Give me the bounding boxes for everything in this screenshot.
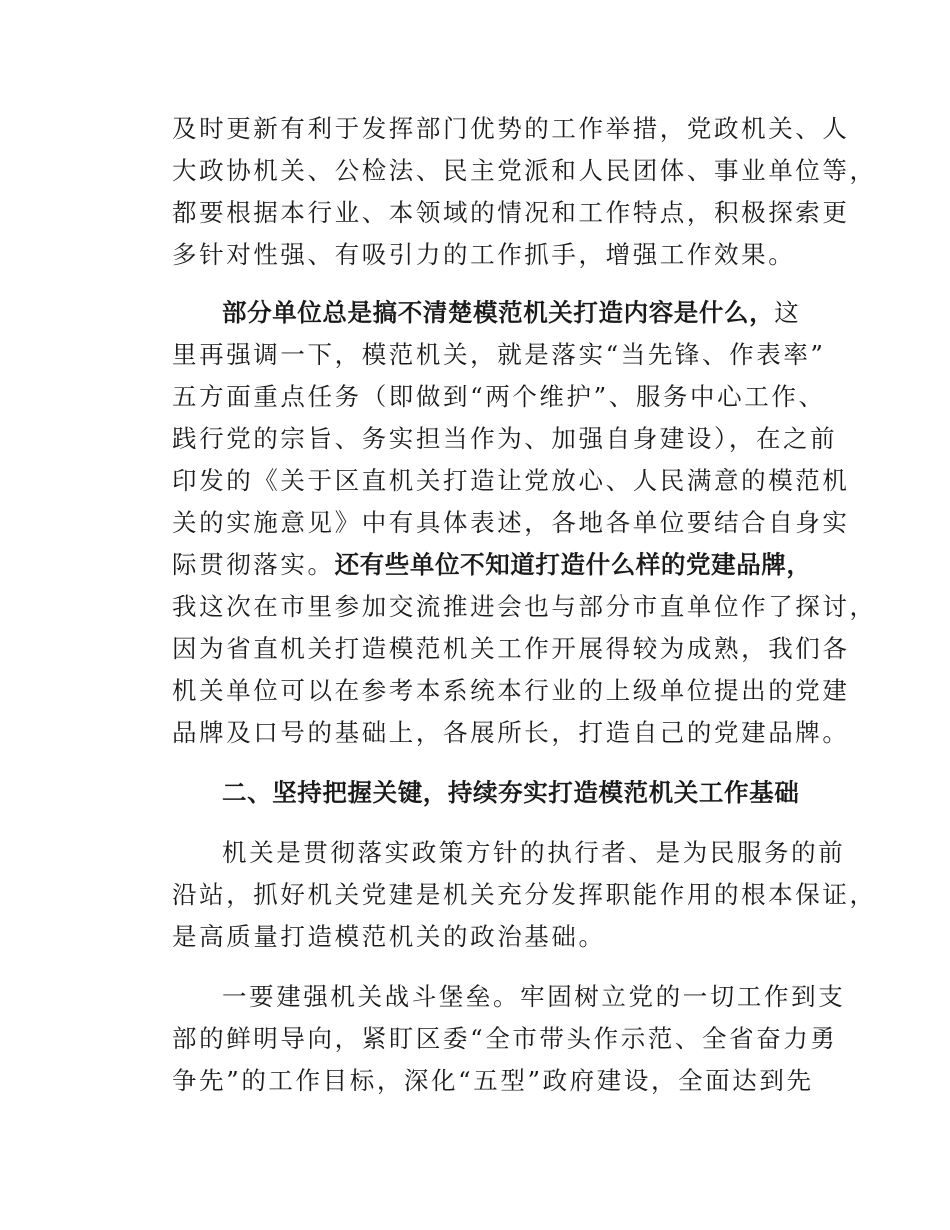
- paragraph-2-line-7: [172, 550, 812, 580]
- paragraph-2-bold-lead: 部分单位总是搞不清楚模范机关打造内容是什么，: [222, 298, 775, 327]
- paragraph-2-line-10: 机关单位可以在参考本系统本行业的上级单位提出的党建: [172, 676, 850, 705]
- section-heading-2: 二、坚持把握关键，持续夯实打造模范机关工作基础: [222, 778, 800, 807]
- paragraph-3-line-2: 沿站，抓好机关党建是机关充分发挥职能作用的根本保证，: [172, 880, 877, 909]
- paragraph-3-line-1: 机关是贯彻落实政策方针的执行者、是为民服务的前: [222, 838, 846, 867]
- paragraph-2-line-5: 印发的《关于区直机关打造让党放心、人民满意的模范机: [172, 466, 850, 495]
- paragraph-2-line-3: 五方面重点任务（即做到“两个维护”、服务中心工作、: [172, 382, 826, 411]
- paragraph-1-line-3: 都要根据本行业、本领域的情况和工作特点，积极探索更: [172, 198, 850, 227]
- paragraph-1-line-4: 多针对性强、有吸引力的工作抓手，增强工作效果。: [172, 240, 796, 269]
- paragraph-2-line-2: 里再强调一下，模范机关，就是落实“当先锋、作表率”: [172, 340, 826, 369]
- paragraph-1-line-1: 及时更新有利于发挥部门优势的工作举措，党政机关、人: [172, 114, 850, 143]
- paragraph-4-line-1: 一要建强机关战斗堡垒。牢固树立党的一切工作到支: [222, 982, 846, 1011]
- paragraph-2-line-4: 践行党的宗旨、务实担当作为、加强自身建设），在之前: [172, 424, 838, 453]
- paragraph-2-line-1-rest: 这: [774, 298, 802, 327]
- paragraph-2-line-7-rest: 际贯彻落实。: [172, 550, 335, 579]
- paragraph-2-line-9: 因为省直机关打造模范机关工作开展得较为成熟，我们各: [172, 634, 850, 663]
- paragraph-3-line-3: 是高质量打造模范机关的政治基础。: [172, 922, 606, 951]
- paragraph-2-line-11: 品牌及口号的基础上，各展所长，打造自己的党建品牌。: [172, 718, 850, 747]
- paragraph-2-bold-sentence: 还有些单位不知道打造什么样的党建品牌，: [334, 550, 812, 579]
- paragraph-1-line-2: 大政协机关、公检法、民主党派和人民团体、事业单位等，: [172, 156, 877, 185]
- paragraph-4-line-2: 部的鲜明导向，紧盯区委“全市带头作示范、全省奋力勇: [172, 1024, 838, 1053]
- paragraph-2-line-6: 关的实施意见》中有具体表述，各地各单位要结合自身实: [172, 508, 850, 537]
- paragraph-2-line-1: [222, 298, 812, 328]
- paragraph-2-line-8: 我这次在市里参加交流推进会也与部分市直单位作了探讨，: [172, 592, 877, 621]
- paragraph-4-line-3: 争先”的工作目标，深化“五型”政府建设，全面达到先: [172, 1066, 814, 1095]
